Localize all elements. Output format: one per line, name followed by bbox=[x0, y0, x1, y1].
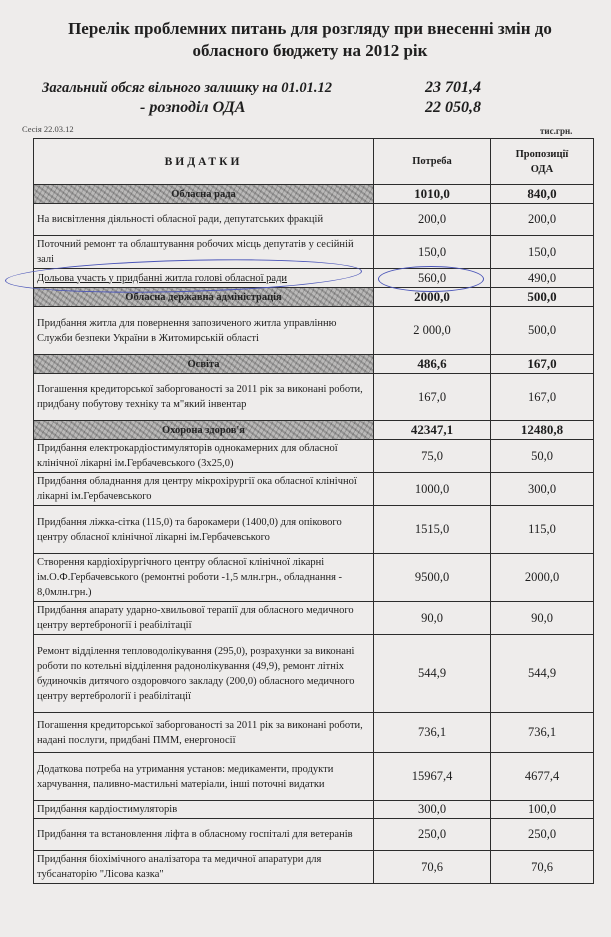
row-need: 70,6 bbox=[374, 851, 491, 884]
summary-oda-value: 22 050,8 bbox=[425, 99, 481, 116]
row-proposal: 115,0 bbox=[491, 506, 594, 554]
row-need: 300,0 bbox=[374, 801, 491, 819]
row-label: Додаткова потреба на утримання установ: медикаменти, продукти харчування, паливно-мастильні матеріали, інші поточні видатки bbox=[34, 753, 374, 801]
title-line-1: Перелік проблемних питань для розгляду при внесенні змін до bbox=[68, 19, 552, 38]
row-need: 560,0 bbox=[374, 269, 491, 288]
row-proposal: 150,0 bbox=[491, 236, 594, 269]
table-row bbox=[34, 554, 594, 602]
table-row bbox=[34, 753, 594, 801]
row-need: 9500,0 bbox=[374, 554, 491, 602]
row-need: 150,0 bbox=[374, 236, 491, 269]
table-row bbox=[34, 602, 594, 635]
section-row-oda bbox=[34, 288, 594, 307]
table-header-row bbox=[34, 139, 594, 185]
table-row bbox=[34, 713, 594, 753]
row-label: Придбання кардіостимуляторів bbox=[34, 801, 374, 819]
row-proposal: 167,0 bbox=[491, 374, 594, 421]
header-proposal bbox=[491, 139, 594, 185]
row-need: 736,1 bbox=[374, 713, 491, 753]
row-proposal: 167,0 bbox=[491, 355, 594, 374]
table-row bbox=[34, 307, 594, 355]
table-row bbox=[34, 473, 594, 506]
header-proposal-line2: ОДА bbox=[530, 163, 554, 175]
units-note: тис.грн. bbox=[540, 126, 573, 136]
table-row bbox=[34, 506, 594, 554]
table-row bbox=[34, 374, 594, 421]
table-row bbox=[34, 635, 594, 713]
table-row bbox=[34, 819, 594, 851]
row-label: Охорона здоров'я bbox=[34, 421, 374, 440]
table-row bbox=[34, 204, 594, 236]
row-proposal: 490,0 bbox=[491, 269, 594, 288]
row-label: Придбання та встановлення ліфта в обласному госпіталі для ветеранів bbox=[34, 819, 374, 851]
row-label: Придбання біохімічного аналізатора та медичної апаратури для тубсанаторію "Лісова казка" bbox=[34, 851, 374, 884]
section-row-osvita bbox=[34, 355, 594, 374]
summary-total-label: Загальний обсяг вільного залишку на 01.01.12 bbox=[42, 80, 332, 96]
row-proposal: 500,0 bbox=[491, 288, 594, 307]
header-proposal-line1: Пропозиції bbox=[515, 148, 569, 160]
row-need: 2 000,0 bbox=[374, 307, 491, 355]
row-label: Дольова участь у придбанні житла голові обласної ради bbox=[34, 269, 374, 288]
table-row bbox=[34, 801, 594, 819]
row-need: 75,0 bbox=[374, 440, 491, 473]
title-line-2: обласного бюджету на 2012 рік bbox=[192, 41, 428, 60]
table-row bbox=[34, 851, 594, 884]
budget-table bbox=[33, 138, 594, 884]
row-need: 486,6 bbox=[374, 355, 491, 374]
row-need: 167,0 bbox=[374, 374, 491, 421]
summary-oda-label: - розподіл ОДА bbox=[140, 99, 246, 116]
row-label: Ремонт відділення тепловодолікування (295,0), розрахунки за виконані роботи по котельні відділення радонолікування (49,9), ремонт літніх будиночків дитячого оздоровчого закладу (200,0) обласного медичного центру вертебрології і реабілітації bbox=[34, 635, 374, 713]
header-expenses: ВИДАТКИ bbox=[34, 139, 374, 185]
row-label: Погашення кредиторської заборгованості за 2011 рік за виконані роботи, надані послуги, придбані ПММ, енергоносії bbox=[34, 713, 374, 753]
table-row bbox=[34, 440, 594, 473]
document-title bbox=[30, 18, 590, 62]
section-row-health bbox=[34, 421, 594, 440]
row-need: 42347,1 bbox=[374, 421, 491, 440]
row-proposal: 2000,0 bbox=[491, 554, 594, 602]
table-row-highlighted bbox=[34, 269, 594, 288]
row-need: 15967,4 bbox=[374, 753, 491, 801]
row-label: Обласна державна адміністрація bbox=[34, 288, 374, 307]
row-proposal: 300,0 bbox=[491, 473, 594, 506]
row-proposal: 544,9 bbox=[491, 635, 594, 713]
session-note: Сесія 22.03.12 bbox=[22, 124, 74, 134]
row-proposal: 90,0 bbox=[491, 602, 594, 635]
row-label: Освіта bbox=[34, 355, 374, 374]
row-proposal: 50,0 bbox=[491, 440, 594, 473]
row-proposal: 70,6 bbox=[491, 851, 594, 884]
row-label: Створення кардіохірургічного центру обласної клінічної лікарні ім.О.Ф.Гербачевського (ремонтні роботи -1,5 млн.грн., обладнання - 8,0млн.грн.) bbox=[34, 554, 374, 602]
row-proposal: 100,0 bbox=[491, 801, 594, 819]
row-need: 1010,0 bbox=[374, 185, 491, 204]
table-row bbox=[34, 236, 594, 269]
row-proposal: 200,0 bbox=[491, 204, 594, 236]
row-need: 250,0 bbox=[374, 819, 491, 851]
row-label: Поточний ремонт та облаштування робочих місць депутатів у сесійній залі bbox=[34, 236, 374, 269]
row-proposal: 250,0 bbox=[491, 819, 594, 851]
row-proposal: 840,0 bbox=[491, 185, 594, 204]
row-proposal: 4677,4 bbox=[491, 753, 594, 801]
row-need: 544,9 bbox=[374, 635, 491, 713]
row-proposal: 500,0 bbox=[491, 307, 594, 355]
row-label: Придбання житла для повернення запозиченого житла управлінню Служби безпеки України в Житомирській області bbox=[34, 307, 374, 355]
row-proposal: 736,1 bbox=[491, 713, 594, 753]
row-label: На висвітлення діяльності обласної ради, депутатських фракцій bbox=[34, 204, 374, 236]
row-need: 1515,0 bbox=[374, 506, 491, 554]
row-need: 2000,0 bbox=[374, 288, 491, 307]
section-row-oblasna-rada bbox=[34, 185, 594, 204]
summary-total-value: 23 701,4 bbox=[425, 79, 481, 96]
row-proposal: 12480,8 bbox=[491, 421, 594, 440]
row-label: Придбання апарату ударно-хвильової терапії для обласного медичного центру вертеброногії і реабілітації bbox=[34, 602, 374, 635]
header-need: Потреба bbox=[374, 139, 491, 185]
row-label: Погашення кредиторської заборгованості за 2011 рік за виконані роботи, придбану побутову техніку та м"який інвентар bbox=[34, 374, 374, 421]
row-need: 1000,0 bbox=[374, 473, 491, 506]
row-label: Обласна рада bbox=[34, 185, 374, 204]
row-label: Придбання ліжка-сітка (115,0) та барокамери (1400,0) для опікового центру обласної клінічної лікарні ім.Гербачевського bbox=[34, 506, 374, 554]
row-label: Придбання електрокардіостимуляторів однокамерних для обласної клінічної лікарні ім.Гербачевського (3х25,0) bbox=[34, 440, 374, 473]
row-label: Придбання обладнання для центру мікрохірургії ока обласної клінічної лікарні ім.Гербачевського bbox=[34, 473, 374, 506]
row-need: 90,0 bbox=[374, 602, 491, 635]
row-need: 200,0 bbox=[374, 204, 491, 236]
